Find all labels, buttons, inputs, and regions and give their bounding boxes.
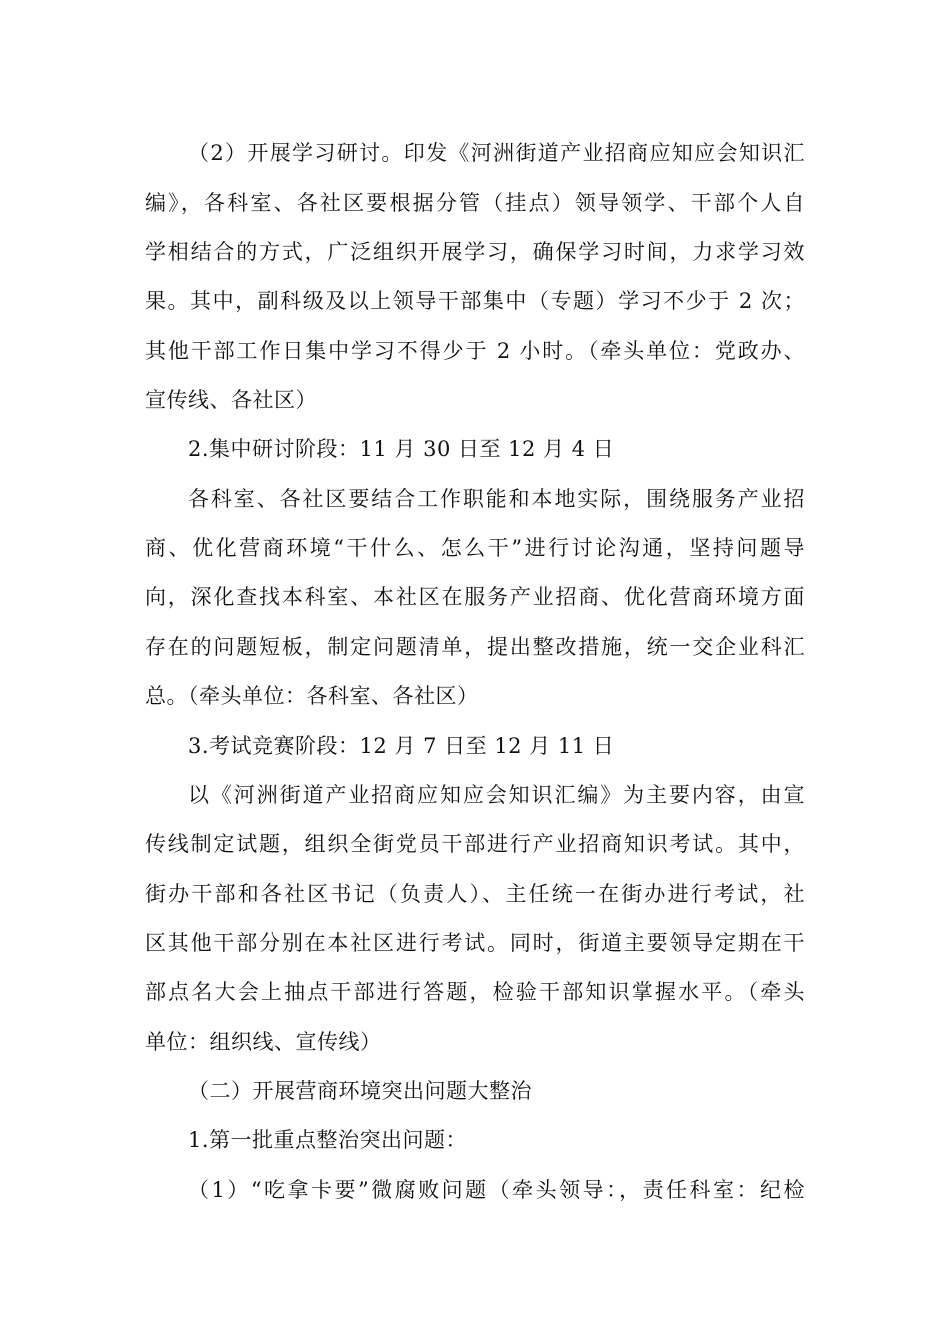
text-line-1: （2）开展学习研讨。印发《河洲街道产业招商应知应会知识汇 xyxy=(188,141,805,165)
text-line-17: 区其他干部分别在本社区进行考试。同时，街道主要领导定期在干 xyxy=(145,931,805,955)
text-line-16: 街办干部和各社区书记（负责人）、主任统一在街办进行考试，社 xyxy=(145,882,805,906)
text-line-19: 单位：组织线、宣传线） xyxy=(145,1030,382,1054)
text-line-18: 部点名大会上抽点干部进行答题，检验干部知识掌握水平。（牵头 xyxy=(145,980,805,1004)
section-heading-2: 2.集中研讨阶段：11 月 30 日至 12 月 4 日 xyxy=(188,437,615,461)
text-line-10: 向，深化查找本科室、本社区在服务产业招商、优化营商环境方面 xyxy=(145,585,805,609)
text-line-14: 以《河洲街道产业招商应知应会知识汇编》为主要内容，由宣 xyxy=(188,783,805,807)
section-heading-er: （二）开展营商环境突出问题大整治 xyxy=(188,1079,532,1103)
text-line-8: 各科室、各社区要结合工作职能和本地实际，围绕服务产业招 xyxy=(188,487,805,511)
text-line-5: 其他干部工作日集中学习不得少于 2 小时。（牵头单位：党政办、 xyxy=(145,339,805,363)
text-line-4: 果。其中，副科级及以上领导干部集中（专题）学习不少于 2 次； xyxy=(145,289,805,313)
text-line-22: （1）“吃拿卡要”微腐败问题（牵头领导：，责任科室：纪检 xyxy=(188,1178,805,1202)
text-line-15: 传线制定试题，组织全街党员干部进行产业招商知识考试。其中， xyxy=(145,832,805,856)
section-heading-3: 3.考试竞赛阶段：12 月 7 日至 12 月 11 日 xyxy=(188,734,615,758)
text-line-9: 商、优化营商环境“干什么、怎么干”进行讨论沟通，坚持问题导 xyxy=(145,536,805,560)
text-line-2: 编》，各科室、各社区要根据分管（挂点）领导领学、干部个人自 xyxy=(145,191,805,215)
text-line-11: 存在的问题短板，制定问题清单，提出整改措施，统一交企业科汇 xyxy=(145,635,805,659)
text-line-12: 总。（牵头单位：各科室、各社区） xyxy=(145,684,479,708)
subsection-heading-1: 1.第一批重点整治突出问题： xyxy=(188,1128,468,1152)
text-line-3: 学相结合的方式，广泛组织开展学习，确保学习时间，力求学习效 xyxy=(145,240,805,264)
text-line-6: 宣传线、各社区） xyxy=(145,388,317,412)
